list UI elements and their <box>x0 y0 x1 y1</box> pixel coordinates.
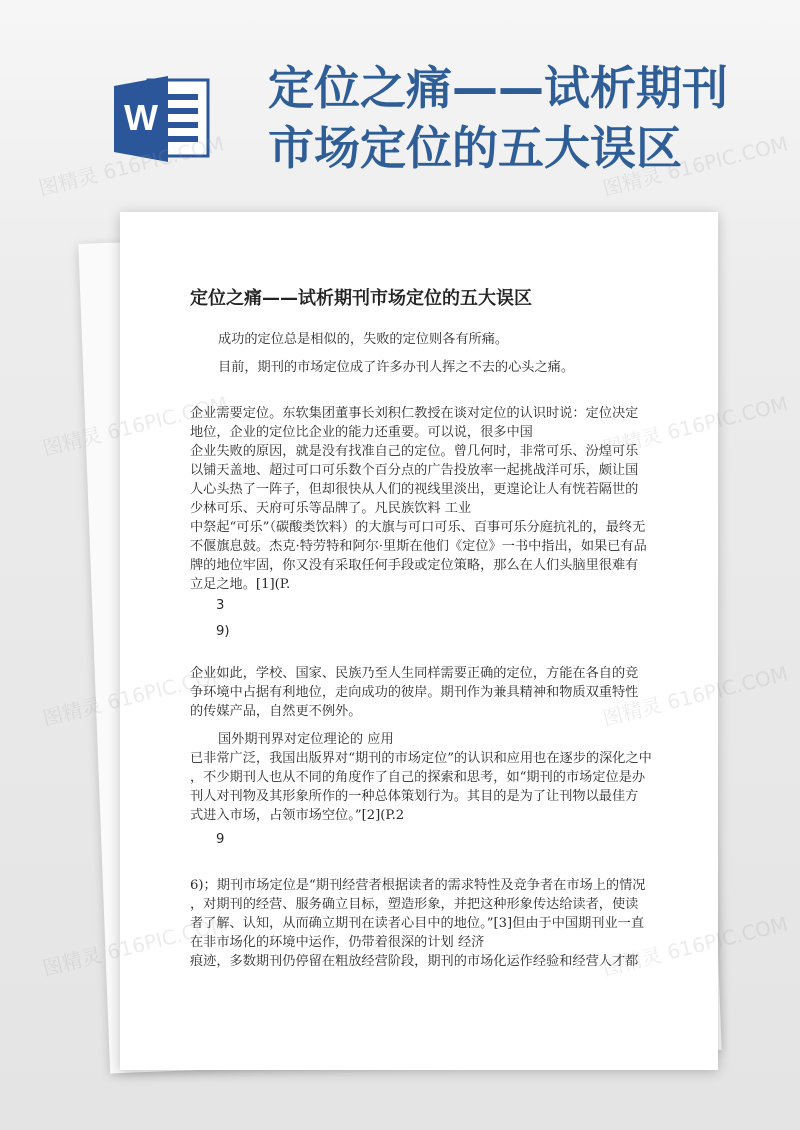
paragraph-4-line: 企业如此，学校、国家、民族乃至人生同样需要正确的定位，方能在各自的竞 <box>190 666 639 681</box>
header-title-line-1: 定位之痛——试析期刊 <box>268 61 728 115</box>
paragraph-4-line: 的传媒产品，自然更不例外。 <box>190 704 362 719</box>
paragraph-3-line: 人心头热了一阵子，但却很快从人们的视线里淡出，更遑论让人有恍若隔世的 <box>190 482 639 497</box>
paragraph-4-line: 争环境中占据有利地位，走向成功的彼岸。期刊作为兼具精神和物质双重特性 <box>190 685 639 700</box>
paragraph-1: 成功的定位总是相似的，失败的定位则各有所痛。 <box>218 332 509 347</box>
paragraph-5-line: 式进入市场，占领市场空位。”[2](P.2 <box>190 808 405 823</box>
paragraph-5-line: 已非常广泛，我国出版界对“期刊的市场定位”的认识和应用也在逐步的深化之中 <box>190 751 652 766</box>
document-title: 定位之痛——试析期刊市场定位的五大误区 <box>190 288 532 309</box>
paragraph-3-line: 地位，企业的定位比企业的能力还重要。可以说，很多中国 <box>190 425 533 440</box>
paragraph-6-line: 者了解、认知，从而确立期刊在读者心目中的地位。”[3]但由于中国期刊业一直 <box>190 916 645 931</box>
paragraph-6-line: ，对期刊的经营、服务确立目标，塑造形象，并把这种形象传达给读者，使读 <box>190 897 639 912</box>
paragraph-3-line: 企业需要定位。东软集团董事长刘积仁教授在谈对定位的认识时说：定位决定 <box>190 406 639 421</box>
paragraph-4 <box>190 664 639 721</box>
paragraph-3-line: 以铺天盖地、超过可口可乐数个百分点的广告投放率一起挑战洋可乐，颇让国 <box>190 463 639 478</box>
paragraph-6-line: 在非市场化的环境中运作，仍带着很深的计划 经济 <box>190 935 485 950</box>
paragraph-5-line: 刊人对刊物及其形象所作的一种总体策划行为。其目的是为了让刊物以最佳方 <box>190 789 639 804</box>
document-page <box>120 212 718 1070</box>
paragraph-6-line: 痕迹，多数期刊仍停留在粗放经营阶段，期刊的市场化运作经验和经营人才都 <box>190 954 639 969</box>
paragraph-3-line: 不偃旗息鼓。杰克·特劳特和阿尔·里斯在他们《定位》一书中指出，如果已有品 <box>190 539 647 554</box>
paragraph-3-line: 立足之地。[1](P. <box>190 577 291 592</box>
word-icon-letter: W <box>124 97 158 138</box>
paragraph-3 <box>190 404 647 594</box>
header-title-line-2: 市场定位的五大误区 <box>268 121 682 175</box>
paragraph-5 <box>190 749 652 825</box>
paragraph-5-line: ，不少期刊人也从不同的角度作了自己的探索和思考，如“期刊的市场定位是办 <box>190 770 646 785</box>
paragraph-5-first-line: 国外期刊界对定位理论的 应用 <box>218 732 394 747</box>
paragraph-3-line: 企业失败的原因，就是没有找准自己的定位。曾几何时，非常可乐、汾煌可乐 <box>190 444 639 459</box>
page-ref-number: 9 <box>216 832 225 847</box>
page-ref-number: 9) <box>216 624 230 639</box>
paragraph-6 <box>190 876 646 971</box>
paragraph-6-line: 6)；期刊市场定位是“期刊经营者根据读者的需求特性及竞争者在市场上的情况 <box>190 878 646 893</box>
paragraph-3-line: 中祭起“可乐”（碳酸类饮料）的大旗与可口可乐、百事可乐分庭抗礼的，最终无 <box>190 520 646 535</box>
page-ref-number: 3 <box>216 598 225 613</box>
word-document-icon <box>110 66 214 170</box>
paragraph-3-line: 少林可乐、天府可乐等品牌了。凡民族饮料 工业 <box>190 501 472 516</box>
header-title <box>268 58 788 178</box>
paragraph-2: 目前，期刊的市场定位成了许多办刊人挥之不去的心头之痛。 <box>218 360 575 375</box>
paragraph-3-line: 牌的地位牢固，你又没有采取任何手段或定位策略，那么在人们头脑里很难有 <box>190 558 639 573</box>
